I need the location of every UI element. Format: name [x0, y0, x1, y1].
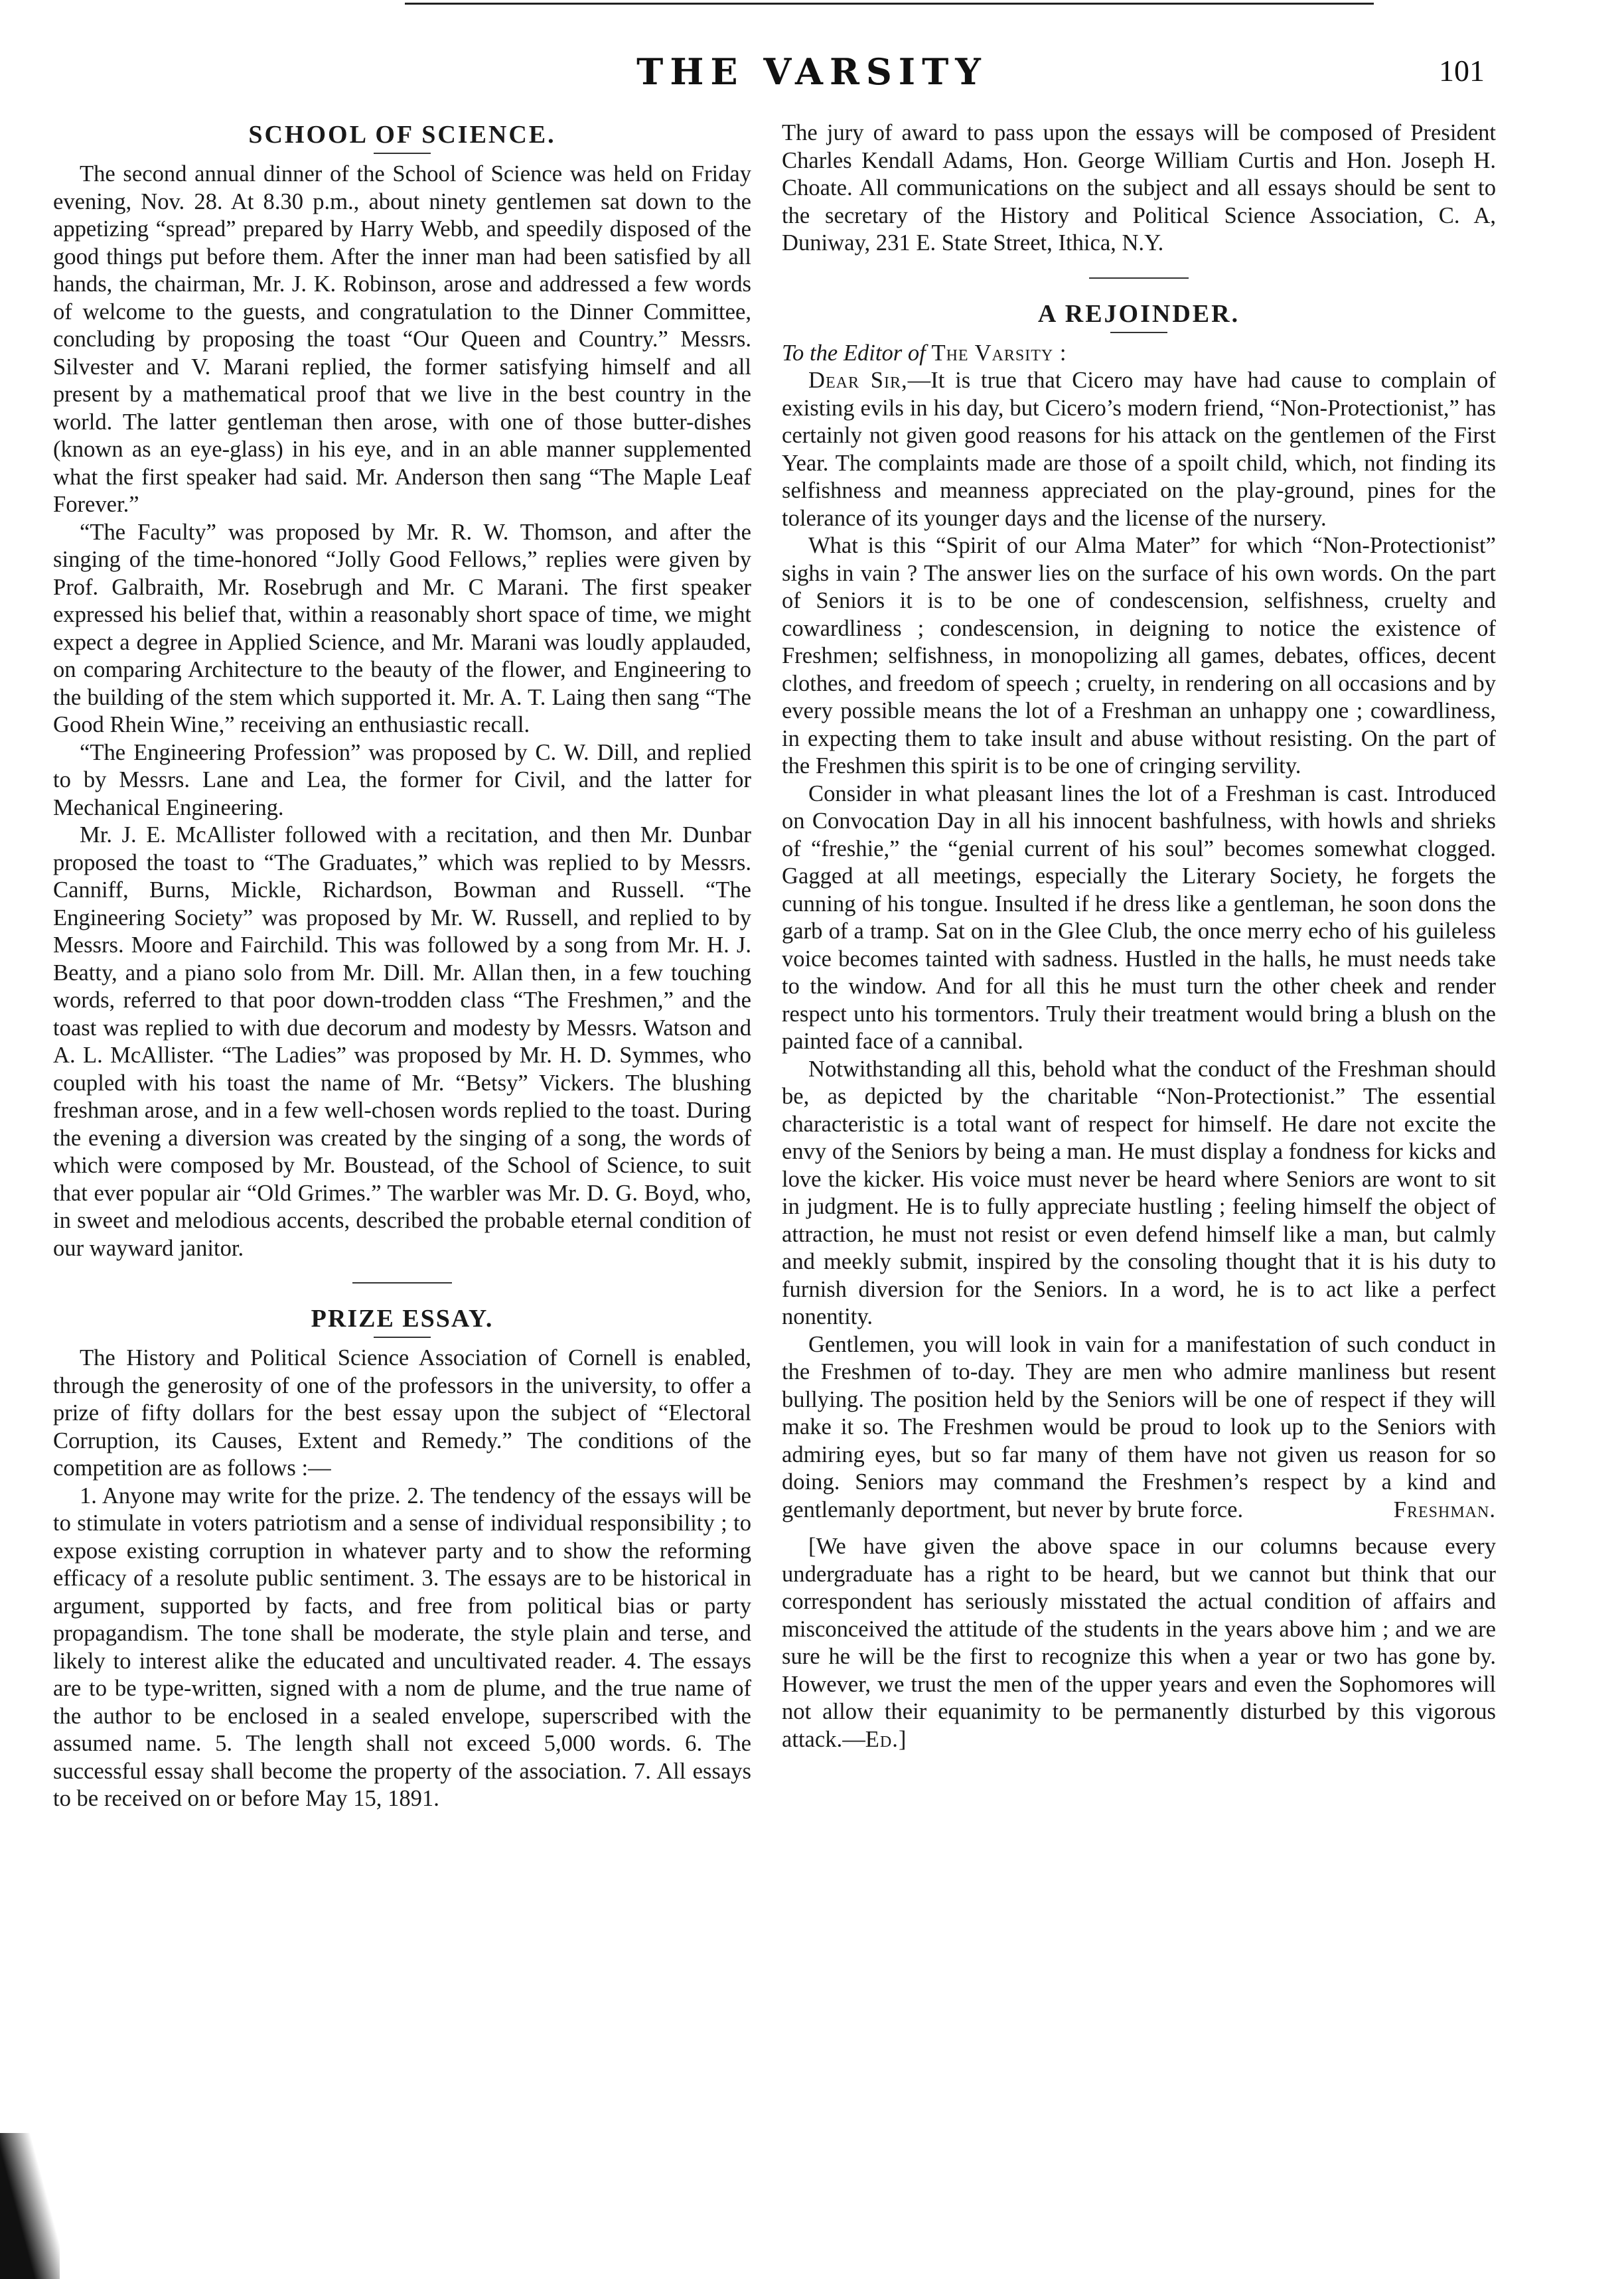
- salutation: [782, 340, 1496, 368]
- heading-rule: [374, 153, 431, 154]
- article-paragraph: [782, 367, 1496, 532]
- article-paragraph: The second annual dinner of the School of Science was held on Friday evening, Nov. 28. At 8.30 p.m., about ninety gentlemen sat down to the appetizing “spread” prepared by Harry Webb, and speedily disposed of the good things put before them. After the inner man had been satisfied by all hands, the chairman, Mr. J. K. Robinson, arose and addressed a few words of welcome to the guests, and congratulation to the Dinner Committee, concluding by proposing the toast “Our Queen and Country.” Messrs. Silvester and V. Marani replied, the former satisfying himself and all present by a mathematical proof that we live in the best country in the world. The latter gentleman then arose, with one of those butter-dishes (known as an eye-glass) in his eye, and in an able manner supplemented what the first speaker had said. Mr. Anderson then sang “The Maple Leaf Forever.”: [53, 161, 751, 517]
- prize-essay-continuation: The jury of award to pass upon the essays will be composed of President Charles Kendall Adams, Hon. George William Curtis and Hon. Joseph H. Choate. All communications on the subject and all essays should be sent to the secretary of the History and Political Science Association, C. A, Duniway, 231 E. State Street, Ithica, N.Y.: [782, 120, 1496, 256]
- article-paragraph: “The Engineering Profession” was proposed by C. W. Dill, and replied to by Messrs. Lane and Lea, the former for Civil, and the latter for Mechanical Engineering.: [53, 739, 751, 820]
- school-of-science-heading: SCHOOL OF SCIENCE.: [248, 121, 556, 149]
- salutation-name: The Varsity :: [931, 340, 1067, 366]
- heading-rule: [1110, 332, 1167, 333]
- signature: Freshman.: [1393, 1497, 1496, 1522]
- article-paragraph: “The Faculty” was proposed by Mr. R. W. Thomson, and after the singing of the time-honored “Jolly Good Fellows,” replies were given by Prof. Galbraith, Mr. Rosebrugh and Mr. C Marani. The first speaker expressed his belief that, within a reasonably short space of time, we might expect a degree in Applied Science, and Mr. Marani was loudly applauded, on comparing Architecture to the beauty of the flower, and Engineering to the building of the stem which supported it. Mr. A. T. Laing then sang “The Good Rhein Wine,” receiving an enthusiastic recall.: [53, 519, 751, 737]
- dear-sir: Dear Sir,: [808, 368, 908, 393]
- editor-note-close: ]: [898, 1726, 907, 1752]
- editor-note-text: [We have given the above space in our columns because every undergraduate has a right to be heard, but we cannot but think that our correspondent has seriously misstated the actual condition of affairs and misconceived the attitude of the students in the years above him ; and we are sure he will be the first to recognize this when a year or two has gone by. However, we trust the men of the upper years and even the Sophomores will not allow their equanimity to be permanently disturbed by this vigorous attack.—: [782, 1534, 1496, 1752]
- school-of-science-article: [53, 119, 751, 1262]
- article-paragraph: Mr. J. E. McAllister followed with a recitation, and then Mr. Dunbar proposed the toast to “The Graduates,” which was replied to by Messrs. Canniff, Burns, Mickle, Richardson, Bowman and Russell. “The Engineering Society” was proposed by Mr. W. Russell, and replied to by Messrs. Moore and Fairchild. This was followed by a song from Mr. H. J. Beatty, and a piano solo from Mr. Dill. Mr. Allan then, in a few touching words, referred to that poor down-trodden class “The Freshmen,” and the toast was replied to with due decorum and modesty by Messrs. Watson and A. L. McAllister. “The Ladies” was proposed by Mr. H. D. Symmes, who coupled with his toast the name of Mr. “Betsy” Vickers. The blushing freshman arose, and in a few well-chosen words replied to the toast. During the evening a diversion was created by the singing of a song, the words of which were composed by Mr. Boustead, of the School of Science, to suit that ever popular air “Old Grimes.” The warbler was Mr. D. G. Boyd, who, in sweet and melodious accents, described the probable eternal condition of our wayward janitor.: [53, 822, 751, 1261]
- masthead-title: THE VARSITY: [636, 50, 988, 93]
- article-paragraph: 1. Anyone may write for the prize. 2. The tendency of the essays will be to stimulate in voters patriotism and a sense of individual responsibility ; to expose existing corruption in whatever party and to show the reforming efficacy of a resolute public sentiment. 3. The essays are to be historical in argument, supported by facts, and free from political bias or party propagandism. The tone shall be moderate, the style plain and terse, and likely to interest alike the educated and uncultivated reader. 4. The essays are to be type-written, signed with a nom de plume, and the true name of the author to be enclosed in a sealed envelope, superscribed with the assumed name. 5. The length shall not exceed 5,000 words. 6. The successful essay shall become the property of the association. 7. All essays to be received on or before May 15, 1891.: [53, 1483, 751, 1811]
- rejoinder-article: [782, 299, 1496, 1754]
- rejoinder-heading: A REJOINDER.: [1037, 299, 1240, 328]
- article-paragraph: What is this “Spirit of our Alma Mater” for which “Non-Protectionist” sighs in vain ? The answer lies on the surface of his own words. On the part of Seniors it is to be one of condescension, selfishness, cruelty and cowardliness ; condescension, in deigning to notice the existence of Freshmen; selfishness, in monopolizing all games, debates, offices, decent clothes, and freedom of speech ; cruelty, in rendering on all occasions and by every possible means the lot of a Freshman an unhappy one ; cowardliness, in expecting them to take insult and abuse without resisting. On the part of the Freshmen this spirit is to be one of cringing servility.: [782, 533, 1496, 778]
- editor-note: [782, 1533, 1496, 1753]
- prize-essay-heading: PRIZE ESSAY.: [311, 1305, 494, 1333]
- heading-rule: [374, 1337, 431, 1338]
- left-column: [53, 119, 751, 1813]
- prize-essay-article: [53, 1303, 751, 1813]
- top-rule: [405, 3, 1374, 5]
- paragraph-text: Gentlemen, you will look in vain for a manifestation of such conduct in the Freshmen of to-day. They are men who admire manliness but resent bullying. The position held by the Seniors will be one of respect if they will make it so. The Freshmen would be proud to look up to the Seniors with admiring eyes, but so far many of them have not given us reason for so doing. Seniors may command the Freshmen’s respect by a kind and gentlemanly deportment, but never by brute force.: [782, 1331, 1496, 1522]
- page-number: 101: [1439, 54, 1485, 88]
- salutation-prefix: To the Editor of: [782, 340, 926, 366]
- article-paragraph: The History and Political Science Association of Cornell is enabled, through the generosity of one of the professors in the university, to offer a prize of fifty dollars for the best essay upon the subject of “Electoral Corruption, its Causes, Extent and Remedy.” The conditions of the competition are as follows :—: [53, 1345, 751, 1481]
- right-column: [782, 119, 1496, 1753]
- editor-signature: Ed.: [865, 1726, 899, 1752]
- article-paragraph: [782, 1331, 1496, 1524]
- section-divider: [1089, 277, 1189, 279]
- masthead: [0, 50, 1624, 97]
- article-paragraph: Notwithstanding all this, behold what the conduct of the Freshman should be, as depicted by the charitable “Non-Protectionist.” The essential characteristic is a total want of respect for himself. He dare not excite the envy of the Seniors by being a man. He must display a fondness for kicks and love the kicker. His voice must never be heard where Seniors are wont to sit in judgment. He is to fully appreciate hustling ; feeling himself the object of attraction, he must not resist or even defend himself like a man, but calmly and meekly submit, inspired by the consoling thought that it is his duty to furnish diversion for the Seniors. In a word, he is to act like a perfect nonentity.: [782, 1056, 1496, 1329]
- section-divider: [352, 1282, 452, 1284]
- article-paragraph: Consider in what pleasant lines the lot of a Freshman is cast. Introduced on Convocation Day in all his innocent bashfulness, with howls and shrieks of “freshie,” the “genial current of his soul” becomes somewhat clogged. Gagged at all meetings, especially the Literary Society, he forgets the cunning of his tongue. Insulted if he dress like a gentleman, he soon dons the garb of a tramp. Sat on in the Glee Club, the once merry echo of his guileless voice becomes tainted with sadness. Hustled in the halls, he must needs take to the window. And for all this he must turn the other cheek and render respect unto his tormentors. Truly their treatment would bring a blush on the painted face of a cannibal.: [782, 780, 1496, 1054]
- paragraph-text: —It is true that Cicero may have had cause to complain of existing evils in his day, but Cicero’s modern friend, “Non-Protectionist,” has certainly not given good reasons for his attack on the gentlemen of the First Year. The complaints made are those of a spoilt child, which, not finding its selfishness and meanness appreciated on the play-ground, pines for the tolerance of its younger days and the license of the nursery.: [782, 368, 1496, 531]
- binding-shadow: [0, 2133, 60, 2279]
